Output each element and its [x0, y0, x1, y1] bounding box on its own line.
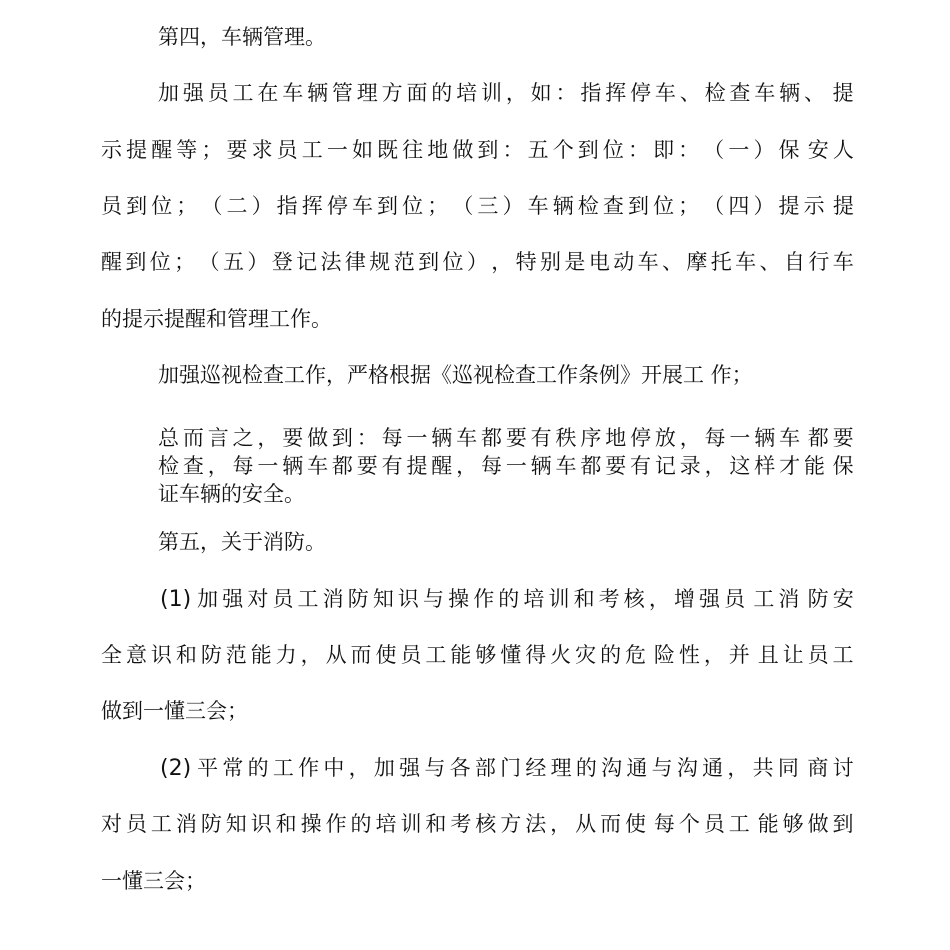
list-item-1	[160, 589, 854, 611]
paragraph-line: 醒 到 位 ； （ 五 ） 登 记 法 律 规 范 到 位 ） ， 特 别 是 电 动 车 、 摩 托 车 、 自 行 车	[101, 250, 854, 274]
paragraph-line: 检 查 ， 每 一 辆 车 都 要 有 提 醒 ， 每 一 辆 车 都 要 有 记 录 ， 这 样 才 能 保	[158, 454, 854, 478]
item-text: 平 常 的 工 作 中 ， 加 强 与 各 部 门 经 理 的 沟 通 与 沟 通 ， 共 同 商 讨	[197, 756, 854, 780]
item-number: (1)	[160, 587, 192, 612]
paragraph-line: 加 强 员 工 在 车 辆 管 理 方 面 的 培 训 ， 如 ： 指 挥 停 车 、 检 查 车 辆 、 提	[158, 81, 854, 105]
paragraph-line: 全 意 识 和 防 范 能 力 ， 从 而 使 员 工 能 够 懂 得 火 灾 的 危 险 性 ， 并 且 让 员 工	[101, 643, 854, 667]
paragraph-line: 证车辆的安全。	[158, 482, 305, 506]
paragraph-line: 对 员 工 消 防 知 识 和 操 作 的 培 训 和 考 核 方 法 ， 从 而 使 每 个 员 工 能 够 做 到	[101, 812, 854, 836]
list-item-2	[160, 758, 854, 780]
paragraph-line: 总 而 言 之 ， 要 做 到 ： 每 一 辆 车 都 要 有 秩 序 地 停 放 ， 每 一 辆 车 都 要	[158, 426, 854, 450]
item-number: (2)	[160, 756, 192, 781]
paragraph-line: 一懂三会；	[101, 869, 206, 893]
paragraph-line: 的提示提醒和管理工作。	[101, 307, 332, 331]
heading-vehicle-management: 第四，车辆管理。	[158, 25, 326, 49]
paragraph-line: 做到一懂三会；	[101, 699, 248, 723]
paragraph-line: 示 提 醒 等 ； 要 求 员 工 一 如 既 往 地 做 到 ： 五 个 到 位 ： 即 ： （ 一 ） 保 安 人	[101, 138, 854, 162]
item-text: 加 强 对 员 工 消 防 知 识 与 操 作 的 培 训 和 考 核 ， 增 强 员 工 消 防 安	[197, 587, 854, 611]
heading-fire-safety: 第五，关于消防。	[158, 530, 326, 554]
paragraph-line: 加强巡视检查工作，严格根据《巡视检查工作条例》开展工 作；	[158, 363, 753, 387]
paragraph-line: 员 到 位 ； （ 二 ） 指 挥 停 车 到 位 ； （ 三 ） 车 辆 检 查 到 位 ； （ 四 ） 提 示 提	[101, 194, 854, 218]
